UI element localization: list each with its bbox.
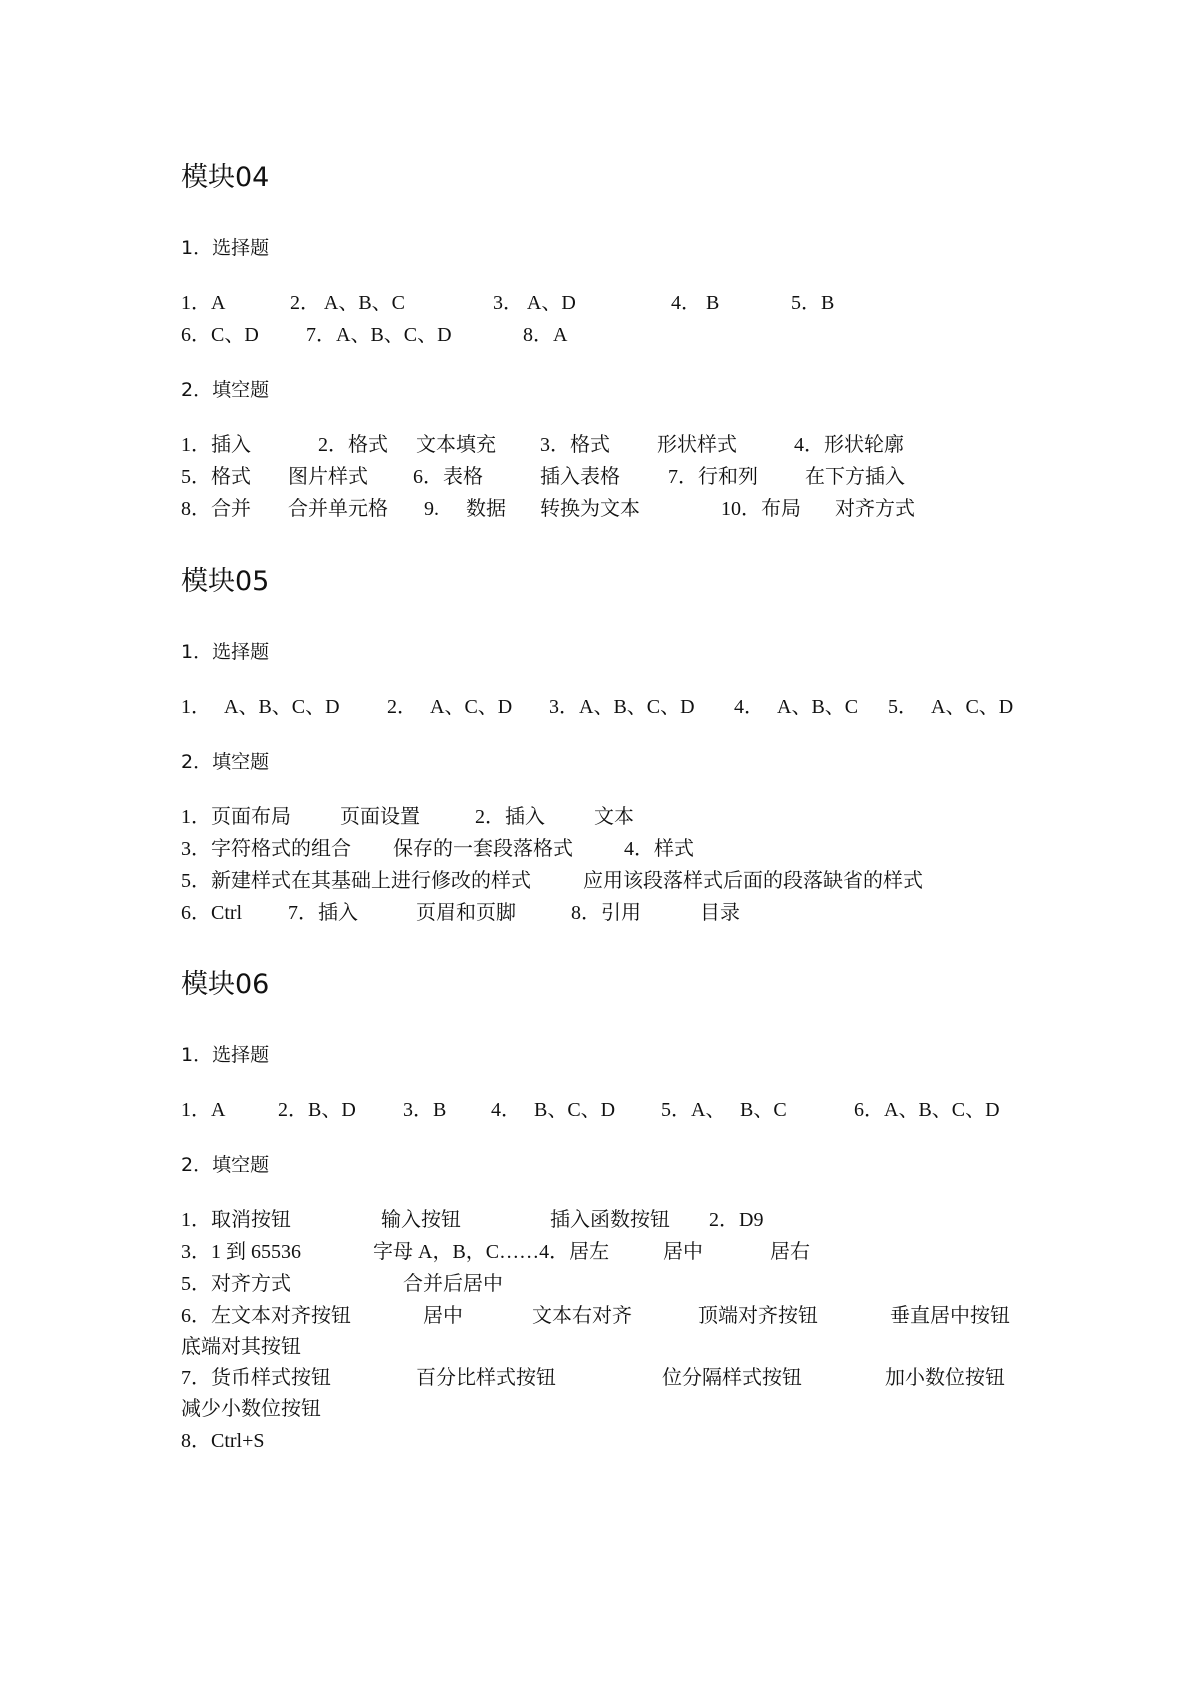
answer-item: 8．Ctrl+S — [181, 1430, 265, 1452]
module-05-fill-line-2 — [181, 835, 1081, 863]
answer-item: 字母 A，B，C……4．居左 — [373, 1241, 610, 1263]
answer-item: 3． A、D — [493, 292, 576, 314]
module-05-fill-line-1 — [181, 803, 1081, 831]
answer-item: 3．格式 — [540, 434, 610, 456]
module-05-fill-heading: 2．填空题 — [181, 751, 270, 773]
module-05-choice-line-1 — [181, 693, 1081, 721]
answer-item: 5．A、 — [661, 1099, 726, 1121]
answer-item: 5．新建样式在其基础上进行修改的样式 — [181, 870, 531, 892]
document-page — [181, 0, 1081, 1684]
module-04-fill-line-3 — [181, 495, 1081, 523]
answer-item: 6．左文本对齐按钮 — [181, 1305, 351, 1327]
answer-item: A、C、D — [931, 696, 1014, 718]
answer-item: 4． — [491, 1099, 521, 1121]
answer-item: 1．页面布局 — [181, 806, 291, 828]
answer-item: 2． A、B、C — [290, 292, 406, 314]
answer-item: 1．插入 — [181, 434, 251, 456]
answer-item: 插入表格 — [540, 466, 620, 488]
answer-item: 5．对齐方式 — [181, 1273, 291, 1295]
answer-item: 百分比样式按钮 — [416, 1367, 556, 1389]
answer-item: 页面设置 — [340, 806, 420, 828]
module-04-choice-heading: 1．选择题 — [181, 237, 270, 259]
answer-item: 1． — [181, 696, 211, 718]
answer-item: 合并单元格 — [288, 498, 388, 520]
answer-item: 7．行和列 — [668, 466, 758, 488]
module-06-fill-line-8 — [181, 1427, 1081, 1455]
answer-item: 7．A、B、C、D — [306, 324, 452, 346]
answer-item: 页眉和页脚 — [416, 902, 516, 924]
module-05-choice-heading: 1．选择题 — [181, 641, 270, 663]
answer-item: 2．B、D — [278, 1099, 356, 1121]
module-06-fill-line-7 — [181, 1395, 1081, 1423]
answer-item: 居中 — [423, 1305, 463, 1327]
answer-item: 4．样式 — [624, 838, 694, 860]
answer-item: 1．A — [181, 292, 226, 314]
answer-item: 3．1 到 65536 — [181, 1241, 301, 1263]
answer-item: 5． — [888, 696, 918, 718]
answer-item: 位分隔样式按钮 — [662, 1367, 802, 1389]
answer-item: 6．C、D — [181, 324, 259, 346]
answer-item: 对齐方式 — [835, 498, 915, 520]
answer-item: 在下方插入 — [805, 466, 905, 488]
answer-item: 6．Ctrl — [181, 902, 243, 924]
answer-item: 保存的一套段落格式 — [393, 838, 573, 860]
answer-item: 形状样式 — [657, 434, 737, 456]
answer-item: 垂直居中按钮 — [890, 1305, 1010, 1327]
answer-item: 目录 — [700, 902, 740, 924]
answer-item: A、B、C — [777, 696, 859, 718]
answer-item: 图片样式 — [288, 466, 368, 488]
module-04-fill-line-1 — [181, 431, 1081, 459]
answer-item: 4．形状轮廓 — [794, 434, 904, 456]
answer-item: 3．字符格式的组合 — [181, 838, 351, 860]
answer-item: 4． — [734, 696, 764, 718]
answer-item: 5．格式 — [181, 466, 251, 488]
answer-item: 1．取消按钮 — [181, 1209, 291, 1231]
answer-item: 2．D9 — [709, 1209, 764, 1231]
answer-item: 2．格式 — [318, 434, 388, 456]
answer-item: 3．A、B、C、D — [549, 696, 695, 718]
answer-item: 加小数位按钮 — [885, 1367, 1005, 1389]
answer-item: 3．B — [403, 1099, 447, 1121]
module-04-choice-line-2 — [181, 321, 1081, 349]
module-06-choice-heading: 1．选择题 — [181, 1044, 270, 1066]
answer-item: 插入函数按钮 — [550, 1209, 670, 1231]
answer-item: 文本 — [594, 806, 634, 828]
answer-item: 输入按钮 — [381, 1209, 461, 1231]
answer-item: 8．引用 — [571, 902, 641, 924]
answer-item: 6．A、B、C、D — [854, 1099, 1000, 1121]
answer-item: 7．货币样式按钮 — [181, 1367, 331, 1389]
answer-item: B、C、D — [534, 1099, 616, 1121]
module-06-fill-line-3 — [181, 1270, 1081, 1298]
module-05-title: 模块05 — [181, 566, 270, 597]
module-06-fill-line-6 — [181, 1364, 1081, 1392]
answer-item: 居右 — [770, 1241, 810, 1263]
module-04-fill-line-2 — [181, 463, 1081, 491]
answer-item: 数据 — [466, 498, 506, 520]
answer-item: 合并后居中 — [403, 1273, 503, 1295]
answer-item: 5．B — [791, 292, 835, 314]
answer-item: 1．A — [181, 1099, 226, 1121]
answer-item: 2． — [387, 696, 417, 718]
answer-item: 2．插入 — [475, 806, 545, 828]
answer-item: B、C — [740, 1099, 787, 1121]
module-06-fill-line-5 — [181, 1333, 1081, 1361]
module-06-choice-line-1 — [181, 1096, 1081, 1124]
answer-item: 转换为文本 — [540, 498, 640, 520]
module-04-fill-heading: 2．填空题 — [181, 379, 270, 401]
answer-item: 减少小数位按钮 — [181, 1398, 321, 1420]
answer-item: 6．表格 — [413, 466, 483, 488]
answer-item: 7．插入 — [288, 902, 358, 924]
answer-item: A、B、C、D — [224, 696, 340, 718]
module-06-fill-line-2 — [181, 1238, 1081, 1266]
answer-item: 8．A — [523, 324, 568, 346]
answer-item: 应用该段落样式后面的段落缺省的样式 — [583, 870, 923, 892]
answer-item: 顶端对齐按钮 — [698, 1305, 818, 1327]
answer-item: 文本右对齐 — [532, 1305, 632, 1327]
module-06-fill-heading: 2．填空题 — [181, 1154, 270, 1176]
answer-item: 10．布局 — [721, 498, 801, 520]
answer-item: A、C、D — [430, 696, 513, 718]
answer-item: 文本填充 — [416, 434, 496, 456]
module-06-fill-line-4 — [181, 1302, 1081, 1330]
module-05-fill-line-3 — [181, 867, 1081, 895]
module-04-choice-line-1 — [181, 289, 1081, 317]
module-06-title: 模块06 — [181, 969, 270, 1000]
answer-item: 4． B — [671, 292, 720, 314]
answer-item: 8．合并 — [181, 498, 251, 520]
answer-item: 居中 — [663, 1241, 703, 1263]
module-04-title: 模块04 — [181, 162, 270, 193]
module-06-fill-line-1 — [181, 1206, 1081, 1234]
answer-item: 底端对其按钮 — [181, 1336, 301, 1358]
module-05-fill-line-4 — [181, 899, 1081, 927]
answer-item: 9. — [424, 498, 439, 520]
